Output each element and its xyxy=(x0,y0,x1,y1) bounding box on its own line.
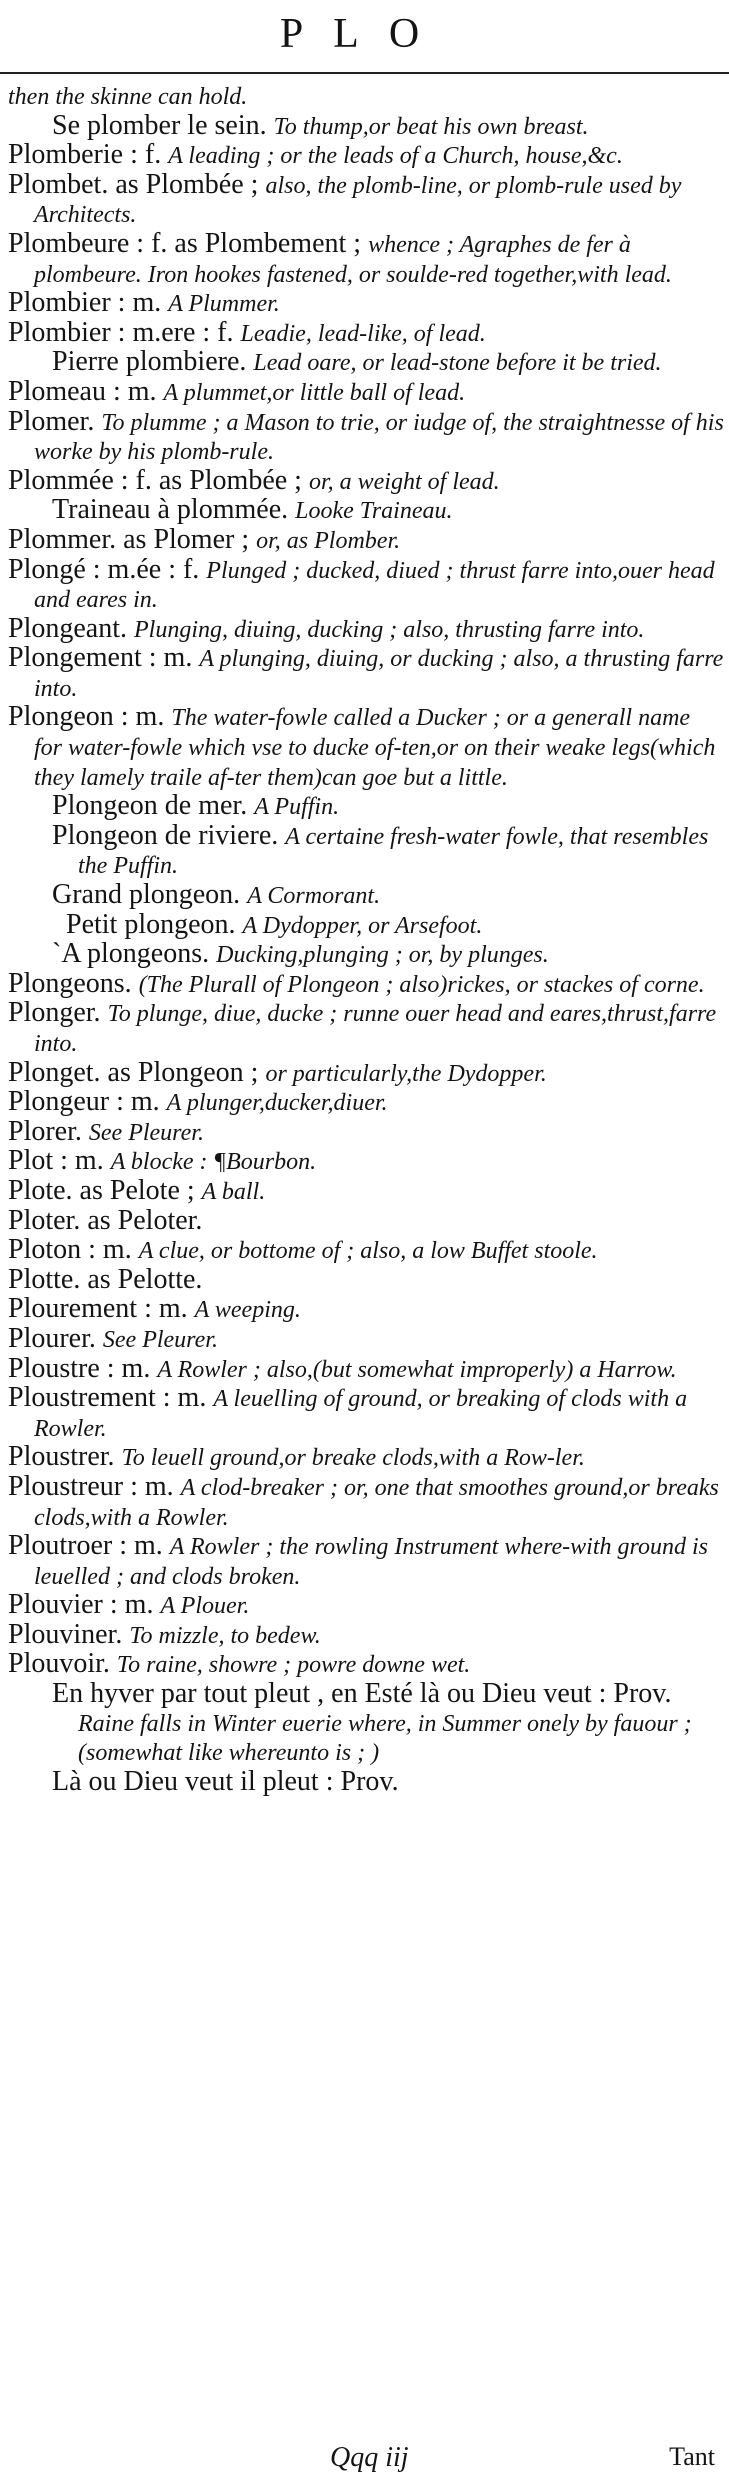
entry-definition: A clue, or bottome of ; also, a low Buffet stoole. xyxy=(138,1238,598,1265)
entry-definition: A Dydopper, or Arsefoot. xyxy=(242,912,483,939)
entry-headword: Traineau à plommée. xyxy=(52,494,289,526)
dictionary-entry xyxy=(8,1204,724,1237)
dictionary-entry xyxy=(8,999,724,1058)
dictionary-entry xyxy=(8,1532,724,1591)
entry-headword: En hyver par tout pleut , en Esté là ou Dieu veut : Prov. xyxy=(52,1678,672,1710)
entry-headword: Plomeau : m. xyxy=(8,375,157,407)
dictionary-entry xyxy=(8,1115,724,1148)
dictionary-entry xyxy=(8,1650,724,1680)
dictionary-entry xyxy=(8,523,724,556)
dictionary-entry xyxy=(8,819,724,881)
dictionary-entry xyxy=(8,703,724,792)
entry-definition: or, as Plomber. xyxy=(256,527,401,554)
entry-definition: A Rowler ; also,(but somewhat improperly) a Harrow. xyxy=(157,1356,677,1383)
entry-definition: A plunging, diuing, or ducking ; also, a thrusting farre into. xyxy=(34,646,724,702)
entry-headword: Ploustre : m. xyxy=(8,1352,151,1384)
entry-definition: A certaine fresh-water fowle, that resembles the Puffin. xyxy=(78,823,709,880)
entries-list xyxy=(8,82,724,1797)
dictionary-entry xyxy=(8,1384,724,1443)
entry-definition: Leadie, lead-like, of lead. xyxy=(240,320,486,347)
entry-headword: Plourer. xyxy=(8,1322,96,1354)
entry-headword: Plongeur : m. xyxy=(8,1086,160,1118)
entry-headword: Plongeon : m. xyxy=(8,701,165,733)
entry-headword: Plombeure : f. as Plombement ; xyxy=(8,227,362,259)
entry-definition: Lead oare, or lead-stone before it be tried. xyxy=(253,350,662,377)
entry-headword: Plongeons. xyxy=(8,967,132,999)
entry-headword: Plomer. xyxy=(8,405,95,437)
entry-definition: A blocke : ¶Bourbon. xyxy=(110,1149,317,1176)
entry-definition: A weeping. xyxy=(194,1297,301,1324)
dictionary-entry xyxy=(8,227,724,289)
dictionary-entry xyxy=(8,1263,724,1296)
dictionary-entry xyxy=(8,141,724,171)
dictionary-entry xyxy=(8,1322,724,1355)
entry-definition: A clod-breaker ; or, one that smoothes ground,or breaks clods,with a Rowler. xyxy=(34,1474,719,1531)
entry-definition: Plunging, diuing, ducking ; also, thrusting farre into. xyxy=(134,616,645,643)
entry-definition: To plumme ; a Mason to trie, or iudge of, the straightnesse of his worke by his plomb-rule. xyxy=(34,409,724,466)
dictionary-entry xyxy=(8,109,724,142)
dictionary-entry xyxy=(8,1680,724,1768)
dictionary-entry xyxy=(8,1470,724,1532)
page-footer xyxy=(0,2442,729,2482)
dictionary-entry xyxy=(8,1618,724,1651)
entry-headword: Plongement : m. xyxy=(8,642,193,674)
entry-definition: A Cormorant. xyxy=(247,883,381,910)
entry-headword: Là ou Dieu veut il pleut : Prov. xyxy=(52,1765,399,1797)
entry-headword: `A plongeons. xyxy=(52,938,210,970)
entry-headword: Ploustreur : m. xyxy=(8,1470,174,1502)
dictionary-entry xyxy=(8,967,724,1000)
entry-definition: A plunger,ducker,diuer. xyxy=(166,1090,388,1117)
dictionary-entry xyxy=(8,405,724,467)
dictionary-entry xyxy=(8,496,724,526)
dictionary-entry xyxy=(8,1088,724,1118)
entry-definition: See Pleurer. xyxy=(88,1119,204,1146)
dictionary-entry xyxy=(8,1443,724,1473)
dictionary-entry xyxy=(8,1765,724,1798)
entry-definition: Ducking,plunging ; or, by plunges. xyxy=(216,942,549,969)
entry-definition: then the skinne can hold. xyxy=(8,84,248,110)
entry-definition: The water-fowle called a Ducker ; or a generall name for water-fowle which vse to ducke of-ten,or on their weake legs(which they lamely traile af-ter them)can goe but a little. xyxy=(34,705,716,791)
header-rule xyxy=(0,72,729,74)
entry-headword: Plote. as Pelote ; xyxy=(8,1174,195,1206)
entry-definition: To mizzle, to bedew. xyxy=(129,1622,321,1649)
entry-headword: Plommée : f. as Plombée ; xyxy=(8,464,302,496)
entry-definition: or particularly,the Dydopper. xyxy=(265,1060,547,1087)
dictionary-entry xyxy=(8,881,724,911)
entry-headword: Se plomber le sein. xyxy=(52,109,267,141)
dictionary-entry xyxy=(8,464,724,497)
entry-headword: Plongeon de mer. xyxy=(52,790,248,822)
dictionary-entry xyxy=(8,1174,724,1207)
entry-headword: Plombier : m.ere : f. xyxy=(8,316,234,348)
entry-headword: Plot : m. xyxy=(8,1145,104,1177)
entry-headword: Plomberie : f. xyxy=(8,139,162,171)
entry-headword: Ploter. as Peloter. xyxy=(8,1204,203,1236)
entry-definition: To thump,or beat his own breast. xyxy=(273,113,589,140)
entry-headword: Plongeant. xyxy=(8,612,127,644)
entry-headword: Ploustrer. xyxy=(8,1441,115,1473)
entry-definition: A leading ; or the leads of a Church, house,&c. xyxy=(168,143,623,170)
entry-headword: Plorer. xyxy=(8,1115,82,1147)
dictionary-entry xyxy=(8,644,724,703)
entry-definition: Raine falls in Winter euerie where, in Summer onely by fauour ; (somewhat like whereunto is ; ) xyxy=(78,1710,692,1767)
entry-headword: Plombet. as Plombée ; xyxy=(8,168,259,200)
dictionary-entry xyxy=(8,612,724,645)
entry-definition: To leuell ground,or breake clods,with a Row-ler. xyxy=(121,1445,585,1472)
entry-definition: Looke Traineau. xyxy=(295,498,453,525)
dictionary-entry xyxy=(8,348,724,378)
entry-headword: Ploutroer : m. xyxy=(8,1530,163,1562)
entry-definition: (The Plurall of Plongeon ; also)rickes, or stackes of corne. xyxy=(138,971,705,998)
catchword: Tant xyxy=(669,2442,715,2471)
signature-mark: Qqq iij xyxy=(330,2442,409,2473)
dictionary-entry xyxy=(8,1295,724,1325)
entry-headword: Grand plongeon. xyxy=(52,879,241,911)
entry-headword: Plotte. as Pelotte. xyxy=(8,1263,203,1295)
entry-headword: Plouvier : m. xyxy=(8,1589,154,1621)
entry-headword: Plouviner. xyxy=(8,1618,123,1650)
entry-headword: Plongé : m.ée : f. xyxy=(8,553,200,585)
entry-headword: Ploton : m. xyxy=(8,1234,132,1266)
dictionary-entry xyxy=(8,1352,724,1385)
entry-headword: Plourement : m. xyxy=(8,1293,188,1325)
entry-definition: or, a weight of lead. xyxy=(308,468,500,495)
entry-definition: A Rowler ; the rowling Instrument where-with ground is leuelled ; and clods broken. xyxy=(34,1534,708,1590)
entry-definition: whence ; Agraphes de fer à plombeure. Iron hookes fastened, or soulde-red together,with lead. xyxy=(34,231,672,288)
entry-headword: Pierre plombiere. xyxy=(52,346,247,378)
entry-definition: A ball. xyxy=(201,1178,266,1205)
dictionary-entry xyxy=(8,289,724,319)
entry-definition: To raine, showre ; powre downe wet. xyxy=(116,1652,471,1679)
entry-headword: Petit plongeon. xyxy=(66,908,236,940)
entry-headword: Plouvoir. xyxy=(8,1648,110,1680)
entry-headword: Plombier : m. xyxy=(8,287,162,319)
entry-headword: Plonger. xyxy=(8,997,101,1029)
dictionary-entry xyxy=(8,908,724,941)
dictionary-entry xyxy=(8,553,724,615)
entry-definition: To plunge, diue, ducke ; runne ouer head and eares,thrust,farre into. xyxy=(34,1001,717,1057)
entry-headword: Ploustrement : m. xyxy=(8,1382,207,1414)
dictionary-entry xyxy=(8,1591,724,1621)
entry-definition: A leuelling of ground, or breaking of clods with a Rowler. xyxy=(34,1386,688,1442)
dictionary-entry xyxy=(8,1147,724,1177)
dictionary-entry xyxy=(8,316,724,349)
dictionary-entry xyxy=(8,375,724,408)
dictionary-entry xyxy=(8,1236,724,1266)
page-header-title: PLO xyxy=(279,11,450,57)
entry-definition: A plummet,or little ball of lead. xyxy=(163,379,466,406)
dictionary-entry xyxy=(8,792,724,822)
dictionary-entry xyxy=(8,1056,724,1089)
entry-definition: See Pleurer. xyxy=(102,1326,218,1353)
entry-definition: also, the plomb-line, or plomb-rule used by Architects. xyxy=(34,172,682,229)
dictionary-entry xyxy=(8,940,724,970)
dictionary-entry xyxy=(8,168,724,230)
entry-headword: Plommer. as Plomer ; xyxy=(8,523,250,555)
entry-headword: Plongeon de riviere. xyxy=(52,819,279,851)
entry-definition: A Plummer. xyxy=(168,291,280,318)
entry-definition: Plunged ; ducked, diued ; thrust farre into,ouer head and eares in. xyxy=(34,557,715,614)
dictionary-entry xyxy=(8,82,724,112)
entry-definition: A Plouer. xyxy=(160,1593,250,1620)
entry-headword: Plonget. as Plongeon ; xyxy=(8,1056,259,1088)
entry-definition: A Puffin. xyxy=(254,794,340,821)
